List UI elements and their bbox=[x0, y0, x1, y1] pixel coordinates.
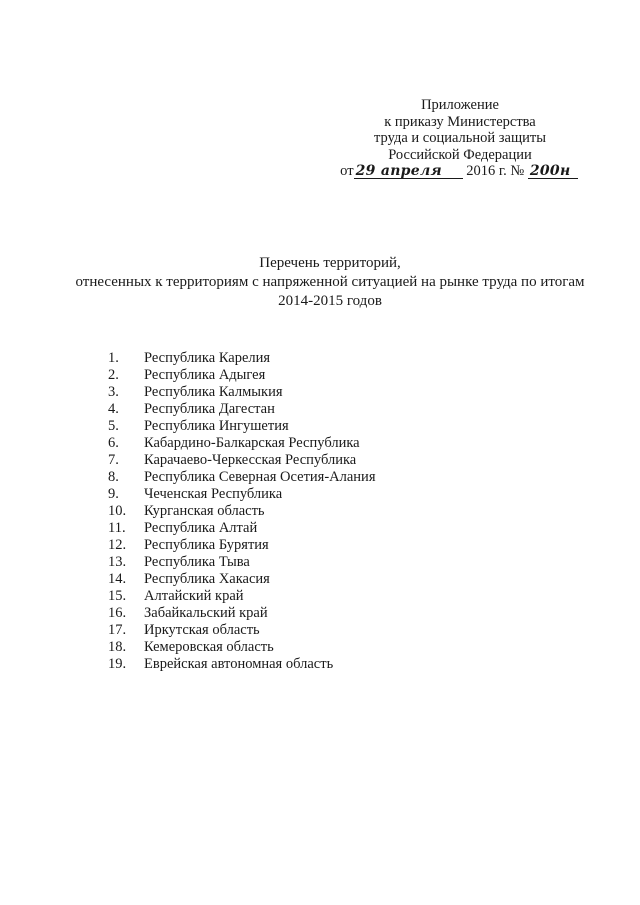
item-name: Алтайский край bbox=[144, 588, 244, 604]
appendix-header bbox=[330, 97, 590, 180]
item-name: Республика Ингушетия bbox=[144, 418, 289, 434]
item-number: 1. bbox=[108, 350, 119, 366]
item-name: Республика Карелия bbox=[144, 350, 271, 366]
list-item bbox=[108, 418, 376, 435]
order-number-handwritten: 200н bbox=[529, 163, 571, 179]
item-number: 13. bbox=[108, 554, 127, 570]
item-number: 14. bbox=[108, 571, 127, 587]
item-number: 19. bbox=[108, 656, 127, 672]
list-item bbox=[108, 384, 376, 401]
item-number: 15. bbox=[108, 588, 127, 604]
item-number: 17. bbox=[108, 622, 127, 638]
list-item bbox=[108, 350, 376, 367]
item-name: Курганская область bbox=[144, 503, 265, 519]
list-item bbox=[108, 571, 376, 588]
item-number: 16. bbox=[108, 605, 127, 621]
item-name: Республика Бурятия bbox=[144, 537, 269, 553]
order-number-field bbox=[528, 164, 578, 179]
item-name: Чеченская Республика bbox=[144, 486, 283, 502]
item-name: Иркутская область bbox=[144, 622, 260, 638]
item-number: 10. bbox=[108, 503, 127, 519]
item-name: Республика Тыва bbox=[144, 554, 250, 570]
item-name: Республика Алтай bbox=[144, 520, 258, 536]
list-item bbox=[108, 503, 376, 520]
territory-list bbox=[108, 350, 376, 673]
item-number: 11. bbox=[108, 520, 126, 536]
order-prefix: от bbox=[340, 163, 354, 179]
appendix-ministry: труда и социальной защиты bbox=[374, 130, 546, 146]
title-line-3: 2014-2015 годов bbox=[278, 293, 382, 309]
list-item bbox=[108, 554, 376, 571]
item-number: 4. bbox=[108, 401, 119, 417]
item-number: 7. bbox=[108, 452, 119, 468]
item-name: Республика Адыгея bbox=[144, 367, 266, 383]
item-name: Республика Хакасия bbox=[144, 571, 270, 587]
item-name: Карачаево-Черкесская Республика bbox=[144, 452, 357, 468]
item-number: 18. bbox=[108, 639, 127, 655]
order-date-line bbox=[328, 163, 590, 180]
item-name: Республика Северная Осетия-Алания bbox=[144, 469, 376, 485]
item-number: 2. bbox=[108, 367, 119, 383]
list-item bbox=[108, 401, 376, 418]
list-item bbox=[108, 452, 376, 469]
item-name: Республика Дагестан bbox=[144, 401, 275, 417]
list-item bbox=[108, 435, 376, 452]
list-item bbox=[108, 605, 376, 622]
list-item bbox=[108, 622, 376, 639]
document-title bbox=[40, 254, 620, 311]
item-number: 6. bbox=[108, 435, 119, 451]
item-number: 8. bbox=[108, 469, 119, 485]
appendix-label: Приложение bbox=[421, 97, 499, 113]
list-item bbox=[108, 656, 376, 673]
list-item bbox=[108, 639, 376, 656]
order-date-field bbox=[354, 164, 463, 179]
appendix-country: Российской Федерации bbox=[388, 146, 532, 163]
item-name: Республика Калмыкия bbox=[144, 384, 283, 400]
item-name: Еврейская автономная область bbox=[144, 656, 334, 672]
list-item bbox=[108, 537, 376, 554]
item-number: 3. bbox=[108, 384, 119, 400]
item-name: Забайкальский край bbox=[144, 605, 268, 621]
item-number: 9. bbox=[108, 486, 119, 502]
list-item bbox=[108, 588, 376, 605]
list-item bbox=[108, 367, 376, 384]
order-date-handwritten: 29 апреля bbox=[355, 163, 442, 179]
item-name: Кабардино-Балкарская Республика bbox=[144, 435, 360, 451]
title-line-1: Перечень территорий, bbox=[259, 255, 401, 271]
list-item bbox=[108, 486, 376, 503]
list-item bbox=[108, 469, 376, 486]
title-line-2: отнесенных к территориям с напряженной ситуацией на рынке труда по итогам bbox=[75, 274, 585, 290]
order-year: 2016 г. № bbox=[466, 163, 525, 179]
item-name: Кемеровская область bbox=[144, 639, 274, 655]
item-number: 5. bbox=[108, 418, 119, 434]
list-item bbox=[108, 520, 376, 537]
appendix-order-ref: к приказу Министерства bbox=[384, 113, 536, 130]
item-number: 12. bbox=[108, 537, 127, 553]
